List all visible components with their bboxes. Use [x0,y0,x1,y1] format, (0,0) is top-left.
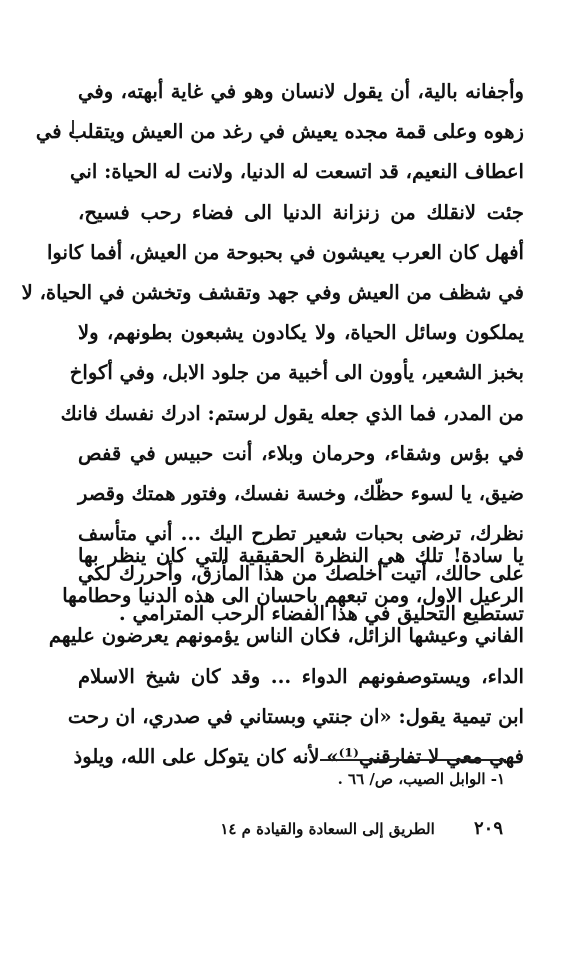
text-line: تستطيع التحليق في هذا الفضاء الرحب المترامي . [118,602,524,626]
page-footer [220,818,503,839]
text-line: في بؤس وشقاء، وحرمان وبلاء، أنت حبيس في قفص [78,441,524,465]
text-line: وأجفانه بالية، أن يقول لانسان وهو في غاية أبهته، وفي [78,80,524,103]
text-line: نظرك، ترضى بحبات شعير تطرح اليك ... أني متأسف [78,522,524,546]
paragraph-2 [48,536,524,777]
text-line: زهوه وعلى قمة مجده يعيش في رغد من العيش ويتقلب في [35,120,524,144]
text-line: ضيق، يا لسوء حظّك، وخسة نفسك، وفتور همتك وقصر [78,481,524,505]
page-number: ٢٠٩ [473,818,503,839]
text-line: على حالك، أتيت أخلصك من هذا المأزق، وأحررك لكي [78,562,524,586]
text-line: الفاني وعيشها الزائل، فكان الناس يؤمونهم يعرضون عليهم [48,624,524,648]
footnote-divider [320,759,506,761]
text-line: الداء، ويستوصفونهم الدواء ... وقد كان شيخ الاسلام [78,664,524,688]
text-line: يا سادة! تلك هي النظرة الحقيقية التي كان ينظر بها [78,544,524,567]
text-line: اعطاف النعيم، قد اتسعت له الدنيا، ولانت له الحياة: اني [70,160,524,184]
text-line: في شظف من العيش وفي جهد وتقشف وتخشن في الحياة، لا [21,280,524,304]
text-line: بخبز الشعير، يأوون الى أخبية من جلود الابل، وفي أكواخ [69,361,524,385]
text-line: من المدر، فما الذي جعله يقول لرستم: ادرك نفسك فانك [60,401,524,425]
text-line: فهي معي لا تفارقني⁽¹⁾» لأنه كان يتوكل على الله، ويلوذ [73,744,524,768]
text-line: جئت لانقلك من زنزانة الدنيا الى فضاء رحب فسيح، [78,200,524,224]
running-title: الطريق إلى السعادة والقيادة م ١٤ [220,820,435,838]
text-line: يملكون وسائل الحياة، ولا يكادون يشبعون بطونهم، ولا [78,321,524,345]
text-line: ابن تيمية يقول: «ان جنتي وبستاني في صدري، ان رحت [67,704,524,728]
text-line: الرعيل الاول، ومن تبعهم باحسان الى هذه الدنيا وحطامها [62,584,524,608]
footnote: ١- الوابل الصيب، ص/ ٦٦ . [337,770,505,788]
text-line: أفهل كان العرب يعيشون في بحبوحة من العيش، أفما كانوا [46,240,524,264]
